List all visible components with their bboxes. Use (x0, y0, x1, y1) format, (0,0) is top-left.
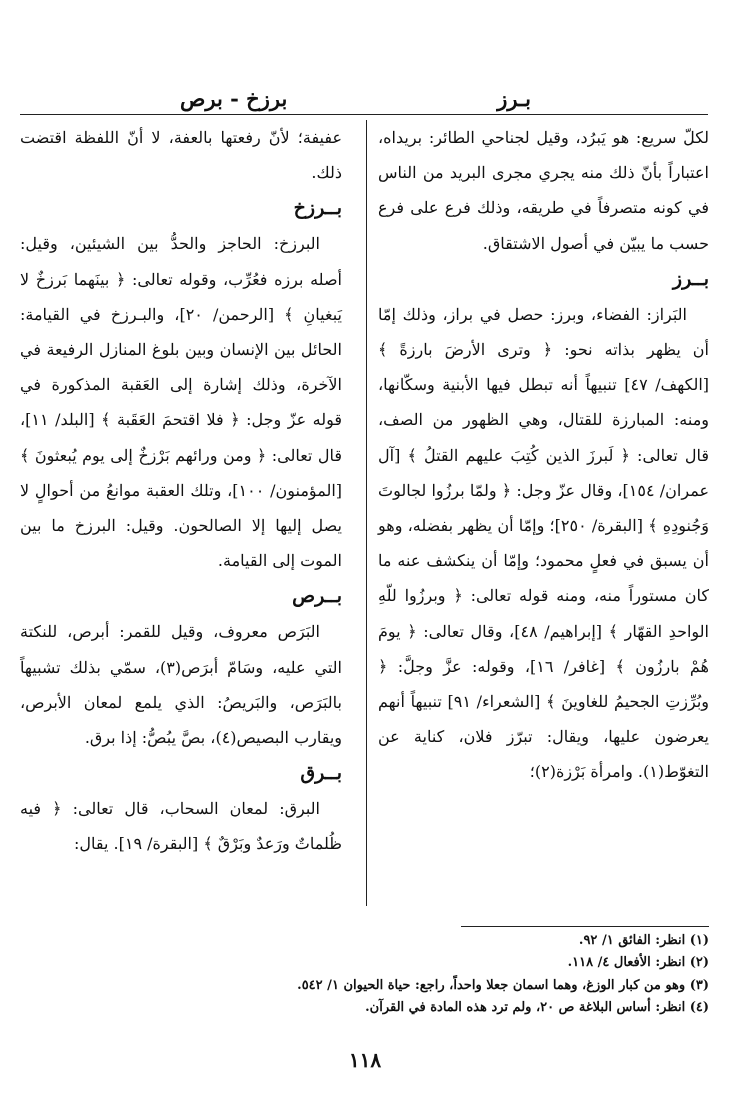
column-divider (366, 120, 367, 906)
header-rule (20, 114, 708, 115)
footnote: (٤) انظر: أساس البلاغة ص ٢٠، ولم ترد هذه المادة في القرآن. (365, 999, 709, 1015)
left-column (20, 120, 342, 862)
right-column (378, 120, 709, 790)
entry-heading-barq: بــرق (300, 762, 342, 785)
continuation-paragraph: عفيفة؛ لأنّ رفعتها بالعفة، لا أنّ اللفظة اقتضت ذلك. (20, 128, 342, 183)
running-head-right: بـرز (497, 86, 531, 111)
entry-text-baras: البَرَص معروف، وقيل للقمر: أبرص، للنكتة التي عليه، وسَامّ أبرَص(٣)، سمّي بذلك تشبيهاً بالبَرَص، والبَريصُ: الذي يلمع لمعان الأبرص، ويقارب البصيص(٤)، بصَّ يبُصُّ: إذا برق. (20, 622, 342, 748)
entry-heading-baras: بــرص (292, 585, 342, 608)
continuation-paragraph: لكلّ سريع: هو يَبرُد، وقيل لجناحي الطائر: بريداه، اعتباراً بأنّ ذلك منه يجري مجرى البريد من الناس في كونه متصرفاً في طريقه، وذلك فرع على فرع حسب ما يبيّن في أصول الاشتقاق. (378, 128, 709, 253)
entry-heading-barzakh: بــرزخ (293, 197, 342, 220)
entry-text-baraz: البَراز: الفضاء، وبرز: حصل في براز، وذلك إمّا أن يظهر بذاته نحو: ﴿ وترى الأرضَ بارزةً ﴾ [الكهف/ ٤٧] تنبيهاً أنه تبطل فيها الأبنية وسكّانها، ومنه: المبارزة للقتال، وهي الظهور من الصف، قال تعالى: ﴿ لَبرزَ الذين كُتِبَ عليهم القتلُ ﴾ [آل عمران/ ١٥٤]، وقال عزّ وجل: ﴿ ولمّا برزُوا لجالوتَ وَجُنودِهِ ﴾ [البقرة/ ٢٥٠]؛ وإمّا أن يظهر بفضله، وهو أن يسبق في فعلٍ محمود؛ وإمّا أن ينكشف عنه ما كان مستوراً منه، ومنه قوله تعالى: ﴿ وبرزُوا للّهِ الواحدِ القهّار ﴾ [إبراهيم/ ٤٨]، وقال تعالى: ﴿ يومَ هُمْ بارزُون ﴾ [غافر/ ١٦]، وقوله: عزَّ وجلَّ: ﴿ وبُرِّزتِ الجحيمُ للغاوينَ ﴾ [الشعراء/ ٩١] تنبيهاً أنهم يعرضون عليها، ويقال: تبرّز فلان، كناية عن التغوّط(١). وامرأة بَرْزة(٢)؛ (378, 304, 710, 782)
footnote: (٣) وهو من كبار الوزغ، وهما اسمان جعلا واحداً، راجع: حياة الحيوان ١/ ٥٤٢. (297, 977, 709, 993)
entry-text-barzakh: البرزخ: الحاجز والحدُّ بين الشيئين، وقيل: أصله برزه فعُرِّب، وقوله تعالى: ﴿ بينَهما بَرزخٌ لا يَبغيانِ ﴾ [الرحمن/ ٢٠]، والبـرزخ في القيامة: الحائل بين الإنسان وبين بلوغ المنازل الرفيعة في الآخرة، وذلك إشارة إلى العَقبة المذكورة في قوله عزّ وجل: ﴿ فلا اقتحمَ العَقَبة ﴾ [البلد/ ١١]، قال تعالى: ﴿ ومن ورائهم بَرْزخٌ إلى يوم يُبعثونَ ﴾ [المؤمنون/ ١٠٠]، وتلك العقبة موانعُ من أحوالٍ لا يصل إليها إلا الصالحون. وقيل: البرزخ ما بين الموت إلى القيامة. (20, 234, 343, 571)
entry-text-barq: البرق: لمعان السحاب، قال تعالى: ﴿ فيه ظُلماتٌ ورَعدٌ وبَرْقٌ ﴾ [البقرة/ ١٩]. يقال: (20, 799, 342, 854)
entry-heading-baraz: بــرز (672, 267, 709, 290)
page-number: ١١٨ (348, 1048, 382, 1072)
footnote-rule (461, 926, 709, 927)
footnotes (49, 930, 709, 1019)
footnote: (١) انظر: الفائق ١/ ٩٢. (578, 933, 709, 948)
running-head-left: برزخ - برص (180, 86, 288, 111)
footnote: (٢) انظر: الأفعال ٤/ ١١٨. (567, 955, 709, 971)
